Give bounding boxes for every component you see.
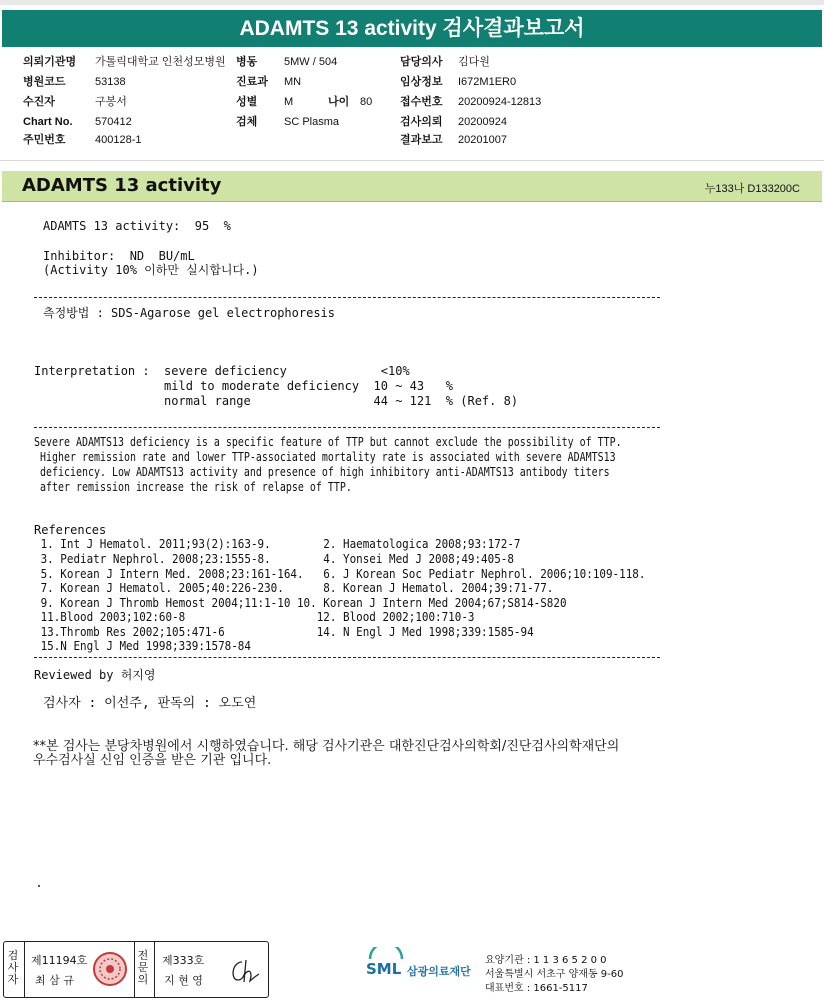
inhibitor-note: (Activity 10% 이하만 실시합니다.) [43, 263, 259, 277]
dashed-divider [34, 427, 660, 428]
reference-line: 1. Int J Hematol. 2011;93(2):163-9. 2. Haematologica 2008;93:172-7 [34, 537, 521, 551]
description-line: Severe ADAMTS13 deficiency is a specific feature of TTP but cannot exclude the possibility of TTP. [34, 435, 622, 449]
sml-logo-text: SML [366, 960, 402, 978]
org-name: 삼광의료재단 [407, 965, 471, 978]
inhibitor-result: Inhibitor: ND BU/mL [43, 249, 195, 263]
reference-line: 13.Thromb Res 2002;105:471-6 14. N Engl J Med 1998;339:1585-94 [34, 625, 534, 639]
org-info-line: 대표번호 : 1661-5117 [485, 983, 588, 994]
test-header [2, 171, 822, 202]
reference-line: 3. Pediatr Nephrol. 2008;23:1555-8. 4. Yonsei Med J 2008;49:405-8 [34, 552, 514, 566]
reference-line: 7. Korean J Hematol. 2005;40:226-230. 8. Korean J Hematol. 2004;39:71-77. [34, 581, 554, 595]
description-line: Higher remission rate and lower TTP-associated mortality rate is associated with severe ADAMTS13 [34, 450, 616, 464]
reader-vertical-label: 전문의 [137, 949, 149, 986]
window-top-strip [0, 0, 824, 5]
dashed-divider [34, 657, 660, 658]
dashed-divider [34, 297, 660, 298]
org-info-line: 서울특별시 서초구 양재동 9-60 [485, 969, 624, 980]
interpretation-line: mild to moderate deficiency 10 ~ 43 % [34, 379, 454, 393]
sml-logo-icon [366, 947, 406, 961]
divider [0, 160, 824, 161]
examiner-vertical-label: 검사자 [7, 949, 19, 986]
signature-box [3, 941, 269, 998]
reference-line: 5. Korean J Intern Med. 2008;23:161-164. 6. J Korean Soc Pediatr Nephrol. 2006;10:109-118. [34, 567, 646, 581]
interpretation-line: Interpretation : severe deficiency <10% [34, 364, 410, 378]
reader-name: 지 현 영 [164, 974, 203, 987]
description-line: deficiency. Low ADAMTS13 activity and presence of high inhibitory anti-ADAMTS13 antibody titers [34, 465, 610, 479]
box-divider [134, 942, 135, 997]
reference-line: 15.N Engl J Med 1998;339:1578-84 [34, 639, 251, 653]
reference-line: 11.Blood 2003;102:60-8 12. Blood 2002;100:710-3 [34, 610, 475, 624]
examiner-name: 최 삼 규 [35, 974, 74, 987]
interpretation-line: normal range 44 ~ 121 % (Ref. 8) [34, 394, 519, 408]
references-title: References [34, 523, 107, 537]
test-name: ADAMTS 13 activity [22, 175, 222, 196]
method-line: 측정방법 : SDS-Agarose gel electrophoresis [43, 306, 336, 320]
activity-result: ADAMTS 13 activity: 95 % [43, 219, 231, 233]
reviewed-by: Reviewed by 허지영 [34, 668, 156, 682]
report-title: ADAMTS 13 activity 검사결과보고서 [2, 10, 822, 47]
reference-line: 9. Korean J Thromb Hemost 2004;11:1-10 10. Korean J Intern Med 2004;67;S814-S820 [34, 596, 567, 610]
examiner-license: 제11194호 [31, 954, 88, 967]
certification-note: **본 검사는 분당차병원에서 시행하였습니다. 해당 검사기관은 대한진단검사의학회/진단검사의학재단의 [33, 739, 620, 754]
box-divider [154, 942, 155, 997]
description-line: after remission increase the risk of relapse of TTP. [34, 480, 352, 494]
reader-license: 제333호 [162, 954, 205, 967]
org-info-line: 요양기관 : 1 1 3 6 5 2 0 0 [485, 955, 607, 966]
seal-stamp-icon [92, 951, 128, 987]
certification-note: 우수검사실 신임 인증을 받은 기관 입니다. [33, 753, 272, 768]
box-divider [24, 942, 25, 997]
examiner-line: 검사자 : 이선주, 판독의 : 오도연 [43, 696, 257, 711]
signature-icon [226, 956, 262, 986]
test-code: 누133나 D133200C [704, 183, 800, 195]
dot-mark [38, 885, 40, 887]
